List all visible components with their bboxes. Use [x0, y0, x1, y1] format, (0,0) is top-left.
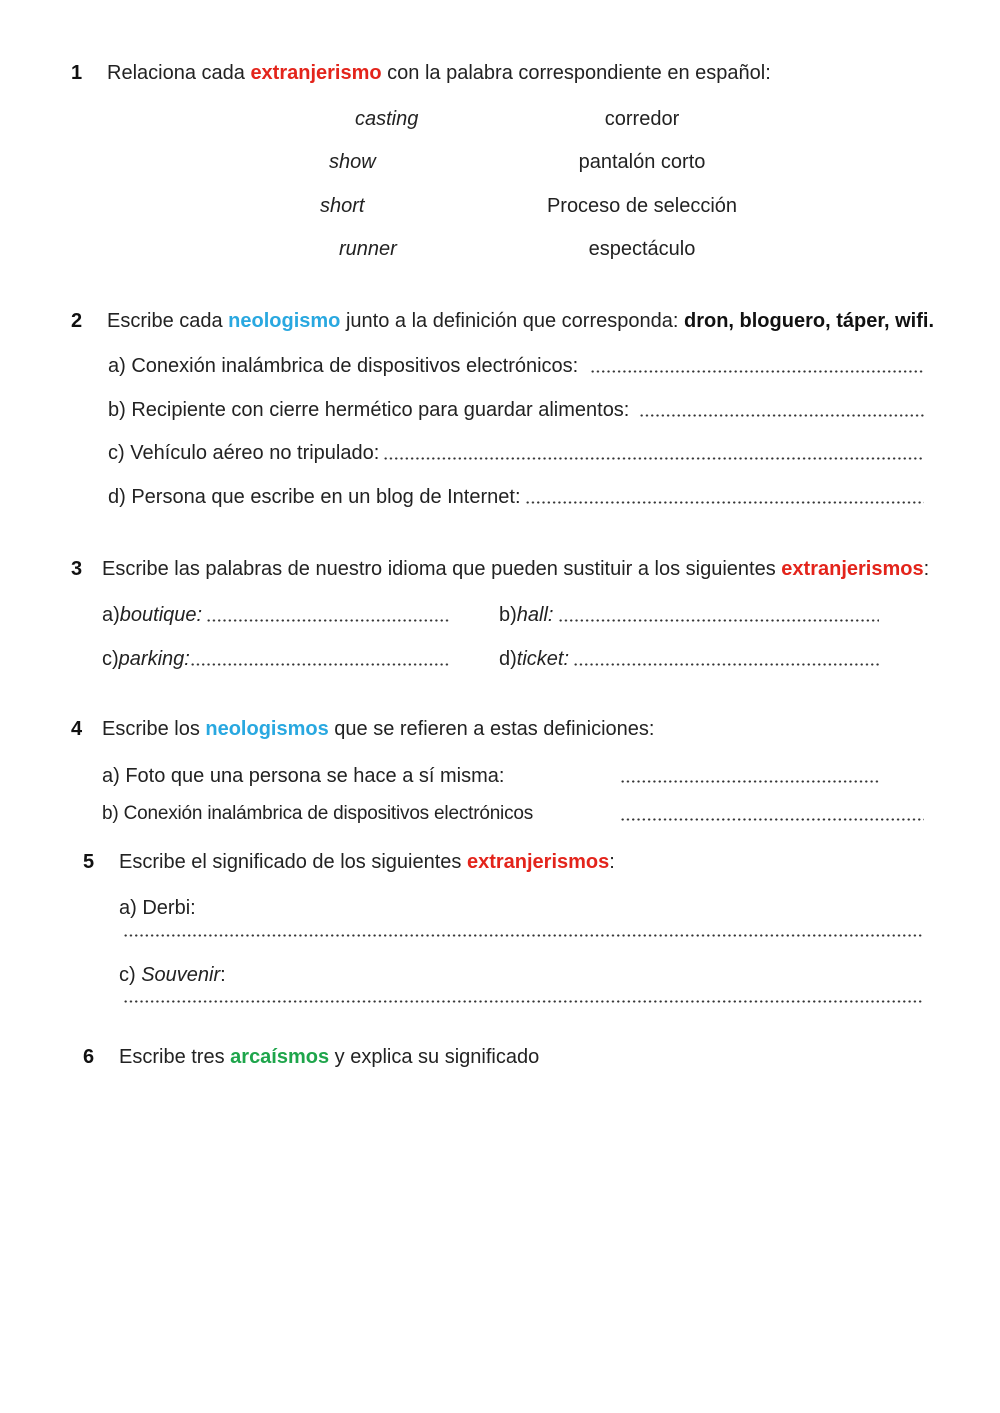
prompt-text: con la palabra correspondiente en español:	[381, 62, 771, 84]
question-4-answer-b	[620, 803, 924, 825]
item-letter: a)	[119, 897, 143, 919]
answer-blank[interactable]	[620, 780, 879, 783]
question-3-item-c	[102, 648, 450, 670]
question-2-number: 2	[71, 310, 83, 332]
keyword-neologismo: neologismo	[228, 310, 341, 332]
answer-blank[interactable]	[123, 1000, 924, 1003]
question-3-item-d	[499, 648, 879, 670]
foreign-word-short[interactable]: short	[320, 195, 365, 217]
answer-blank[interactable]	[123, 934, 924, 937]
prompt-text: Escribe los	[102, 718, 206, 740]
question-6-prompt	[119, 1046, 539, 1068]
foreign-word-casting[interactable]: casting	[355, 108, 419, 130]
answer-blank[interactable]	[190, 663, 450, 666]
item-letter: d)	[499, 648, 517, 670]
item-word: parking:	[118, 648, 190, 670]
question-5-prompt	[119, 851, 615, 873]
keyword-extranjerismos: extranjerismos	[466, 851, 610, 873]
question-3-item-a	[102, 604, 450, 626]
item-suffix: :	[190, 897, 196, 919]
item-word: Souvenir	[141, 964, 221, 986]
item-word: ticket:	[516, 648, 570, 670]
prompt-text: Escribe cada	[107, 310, 229, 332]
spanish-word-pantalon-corto[interactable]: pantalón corto	[578, 151, 706, 173]
question-1-number: 1	[71, 62, 83, 84]
question-3-item-b	[499, 604, 879, 626]
spanish-word-corredor[interactable]: corredor	[604, 108, 680, 130]
prompt-text: Escribe las palabras de nuestro idioma que pueden sustituir a los siguientes	[102, 558, 782, 580]
item-label: b) Recipiente con cierre hermético para guardar alimentos:	[108, 399, 630, 421]
answer-blank[interactable]	[206, 619, 450, 622]
question-2-item-c	[108, 442, 924, 464]
question-5-answer-a	[123, 919, 924, 941]
prompt-text: junto a la definición que corresponda:	[340, 310, 684, 332]
question-3-number: 3	[71, 558, 83, 580]
keyword-neologismos: neologismos	[205, 718, 329, 740]
question-4-answer-a	[620, 765, 879, 787]
question-4-number: 4	[71, 718, 83, 740]
item-letter: b)	[499, 604, 517, 626]
answer-blank[interactable]	[525, 501, 925, 504]
prompt-text: y explica su significado	[329, 1046, 540, 1068]
question-3-prompt	[102, 558, 929, 580]
prompt-text: Escribe tres	[119, 1046, 231, 1068]
item-word: Derbi	[142, 897, 191, 919]
item-label: c) Vehículo aéreo no tripulado:	[108, 442, 380, 464]
item-label: a) Conexión inalámbrica de dispositivos electrónicos:	[108, 355, 579, 377]
item-letter: a)	[102, 604, 120, 626]
word-bank: dron, bloguero, táper, wifi.	[683, 310, 934, 332]
question-4-prompt	[102, 718, 655, 740]
question-2-item-d	[108, 486, 924, 508]
answer-blank[interactable]	[573, 663, 879, 666]
foreign-word-show[interactable]: show	[329, 151, 376, 173]
answer-blank[interactable]	[383, 457, 924, 460]
keyword-extranjerismos: extranjerismos	[781, 558, 924, 580]
question-5-item-c	[119, 964, 226, 986]
question-5-item-a	[119, 897, 196, 919]
answer-blank[interactable]	[620, 818, 924, 821]
question-2-prompt	[107, 310, 934, 332]
spanish-word-espectaculo[interactable]: espectáculo	[588, 238, 696, 260]
item-label: d) Persona que escribe en un blog de Internet:	[108, 486, 521, 508]
keyword-extranjerismo: extranjerismo	[250, 62, 382, 84]
spanish-word-proceso-de-seleccion[interactable]: Proceso de selección	[546, 195, 738, 217]
prompt-text: que se refieren a estas definiciones:	[328, 718, 655, 740]
keyword-arcaismos: arcaísmos	[230, 1046, 330, 1068]
prompt-text: :	[923, 558, 930, 580]
item-letter: c)	[119, 964, 142, 986]
item-suffix: :	[220, 964, 226, 986]
question-1-prompt	[107, 62, 771, 84]
question-5-number: 5	[83, 851, 95, 873]
question-4-item-a: a) Foto que una persona se hace a sí misma:	[102, 765, 505, 787]
prompt-text: :	[609, 851, 615, 873]
answer-blank[interactable]	[639, 414, 924, 417]
question-5-answer-c	[123, 985, 924, 1007]
answer-blank[interactable]	[590, 370, 924, 373]
item-word: hall:	[516, 604, 554, 626]
question-4-item-b: b) Conexión inalámbrica de dispositivos electrónicos	[102, 803, 534, 824]
item-letter: c)	[102, 648, 119, 670]
item-word: boutique:	[119, 604, 203, 626]
prompt-text: Escribe el significado de los siguientes	[119, 851, 467, 873]
answer-blank[interactable]	[558, 619, 880, 622]
foreign-word-runner[interactable]: runner	[339, 238, 397, 260]
question-6-number: 6	[83, 1046, 95, 1068]
prompt-text: Relaciona cada	[107, 62, 251, 84]
question-2-item-b	[108, 399, 924, 421]
question-2-item-a	[108, 355, 924, 377]
